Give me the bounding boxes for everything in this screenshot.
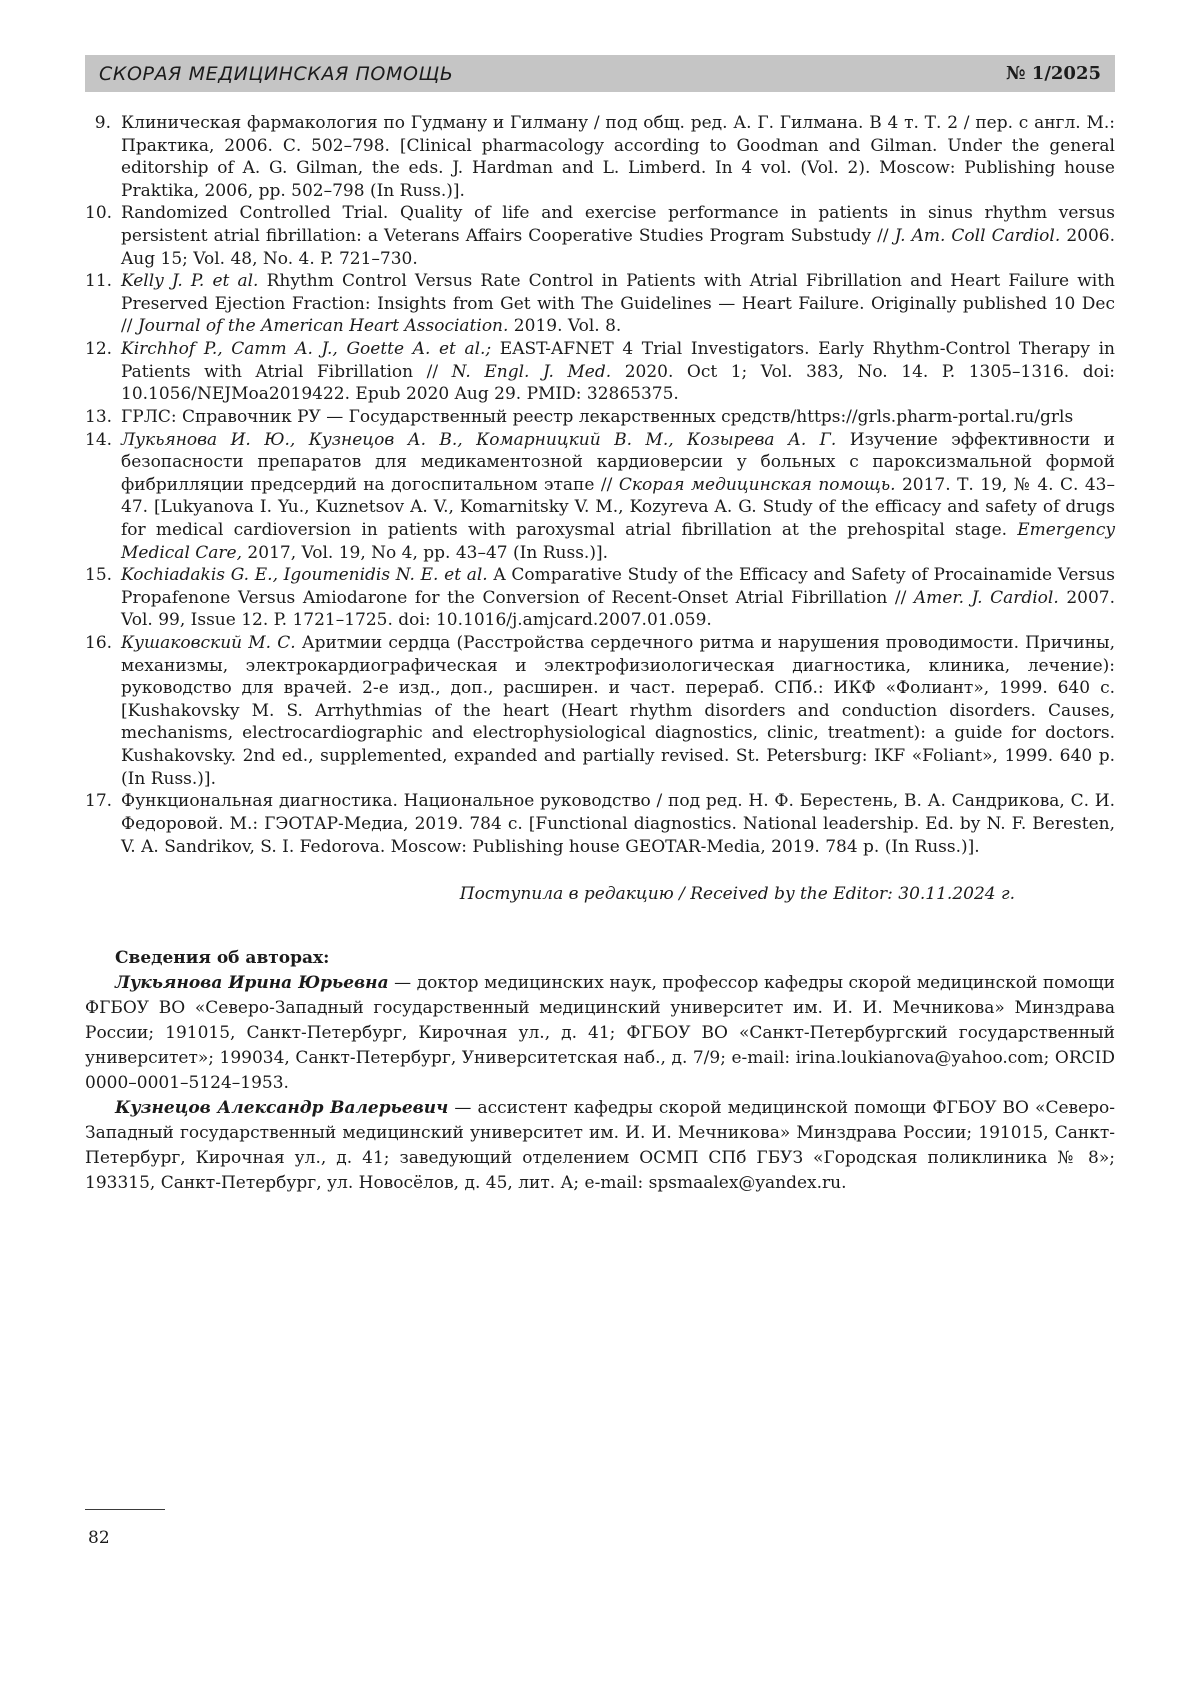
reference-text-run: 2017. Т. 19, № 4. С. 43–47. [Lukyanova I. Yu., Kuznetsov A. V., Komarnitsky V. M., Kozyreva A. G. Study of the efficacy and safety of drugs for medical cardioversion in patients with paroxysmal atrial fibrillation at the prehospital stage. — [121, 474, 1115, 540]
reference-text-run: Randomized Controlled Trial. Quality of life and exercise performance in patients in sinus rhythm versus persistent atrial fibrillation: a Veterans Affairs Cooperative Studies Program Substudy // — [121, 203, 1115, 247]
reference-text-run: Аритмии сердца (Расстройства сердечного ритма и нарушения проводимости. Причины, механизмы, электрокардиографическая и электрофизиологическая диагностика, клиника, лечение): руководство для врачей. 2-е изд., доп., расширен. и част. перераб. СПб.: ИКФ «Фолиант», 1999. 640 с. [Kushakovsky M. S. Arrhythmias of the heart (Heart rhythm disorders and conduction disorders. Causes, mechanisms, electrocardiographic and electrophysiological diagnostics, clinic, treatment): a guide for doctors. Kushakovsky. 2nd ed., supplemented, expanded and partially revised. St. Petersburg: IKF «Foliant», 1999. 640 p. (In Russ.)]. — [121, 633, 1115, 789]
issue-number: № 1/2025 — [1005, 63, 1101, 84]
authors-entries — [85, 971, 1115, 1196]
reference-text-run: Kochiadakis G. E., Igoumenidis N. E. et al. — [121, 565, 488, 586]
reference-text-run: Journal of the American Heart Association. — [137, 316, 509, 337]
reference-text-run: Rhythm Control Versus Rate Control in Patients with Atrial Fibrillation and Heart Failure with Preserved Ejection Fraction: Insights from Get with The Guidelines — Heart Failure. Originally published 10 Dec // — [121, 271, 1116, 337]
reference-list — [85, 112, 1115, 858]
journal-title: СКОРАЯ МЕДИЦИНСКАЯ ПОМОЩЬ — [99, 62, 454, 85]
reference-text-run: Клиническая фармакология по Гудману и Гилману / под общ. ред. А. Г. Гилмана. В 4 т. Т. 2 / пер. с англ. М.: Практика, 2006. С. 502–798. [Clinical pharmacology according to Goodman and Gilman. Under the general editorship of A. G. Gilman, the eds. J. Hardman and L. Limberd. In 4 vol. (Vol. 2). Moscow: Publishing house Praktika, 2006, pp. 502–798 (In Russ.)]. — [121, 113, 1115, 201]
reference-text-run: ГРЛС: Справочник РУ — Государственный реестр лекарственных средств/https://grls.pharm-portal.ru/grls — [121, 406, 1074, 427]
reference-text-run: Emergency Medical Care, — [121, 519, 1115, 563]
author-name: Лукьянова Ирина Юрьевна — [115, 972, 389, 993]
reference-text-run: 2019. Vol. 8. — [508, 316, 622, 337]
reference-text-run: 2017, Vol. 19, No 4, pp. 43–47 (In Russ.)]. — [242, 542, 608, 563]
reference-item — [85, 632, 1115, 790]
reference-item — [85, 270, 1115, 338]
author-entry: Кузнецов Александр Валерьевич — ассистент кафедры скорой медицинской помощи ФГБОУ ВО «Северо-Западный государственный медицинский университет им. И. И. Мечникова» Минздрава России; 191015, Санкт-Петербург, Кирочная ул., д. 41; заведующий отделением ОСМП СПб ГБУЗ «Городская поликлиника № 8»; 193315, Санкт-Петербург, ул. Новосёлов, д. 45, лит. А; e-mail: spsmaalex@yandex.ru. — [85, 1097, 1116, 1193]
reference-item — [85, 338, 1115, 406]
reference-text-run: Kirchhof P., Camm A. J., Goette A. et al.; — [121, 339, 492, 360]
reference-text-run: 2006. Aug 15; Vol. 48, No. 4. P. 721–730. — [121, 226, 1115, 269]
reference-number: 16. — [85, 633, 113, 654]
footer-rule — [85, 1509, 165, 1510]
reference-text-run: Кушаковский М. С. — [121, 633, 296, 654]
reference-text-run: Скорая медицинская помощь. — [618, 474, 896, 495]
reference-text-run: A Comparative Study of the Efficacy and Safety of Procainamide Versus Propafenone Versus Amiodarone for the Conversion of Recent-Onset Atrial Fibrillation // — [121, 565, 1116, 608]
reference-text-run: N. Engl. J. Med. — [451, 361, 612, 382]
reference-number: 15. — [85, 565, 113, 586]
reference-text-run: J. Am. Coll Cardiol. — [894, 226, 1061, 247]
reference-number: 10. — [85, 203, 113, 224]
reference-number: 11. — [85, 271, 113, 292]
reference-text-run: Kelly J. P. et al. — [121, 271, 259, 292]
author-name: Кузнецов Александр Валерьевич — [115, 1097, 449, 1118]
reference-item — [85, 790, 1115, 858]
reference-item — [85, 429, 1115, 565]
reference-item — [85, 112, 1115, 202]
reference-text-run: EAST-AFNET 4 Trial Investigators. Early Rhythm-Control Therapy in Patients with Atrial Fibrillation // — [121, 339, 1115, 382]
reference-item — [85, 564, 1115, 632]
page-number: 82 — [88, 1528, 110, 1548]
reference-number: 9. — [94, 113, 111, 133]
reference-item — [85, 406, 1115, 429]
reference-item — [85, 202, 1115, 270]
page-header-bar — [85, 55, 1115, 92]
page-content — [85, 112, 1115, 1196]
reference-text-run: Функциональная диагностика. Национальное руководство / под ред. Н. Ф. Берестень, В. А. Сандрикова, С. И. Федоровой. М.: ГЭОТАР-Медиа, 2019. 784 с. [Functional diagnostics. National leadership. Ed. by N. F. Beresten, V. A. Sandrikov, S. I. Fedorova. Moscow: Publishing house GEOTAR-Media, 2019. 784 p. (In Russ.)]. — [121, 791, 1115, 857]
reference-text-run: Изучение эффективности и безопасности препаратов для медикаментозной кардиоверсии у больных с пароксизмальной формой фибрилляции предсердий на догоспитальном этапе // — [121, 429, 1115, 495]
reference-text-run: Amer. J. Cardiol. — [913, 587, 1059, 608]
reference-number: 13. — [85, 406, 113, 427]
received-by-editor-line: Поступила в редакцию / Received by the Editor: 30.11.2024 г. — [459, 884, 1015, 905]
reference-number: 14. — [85, 429, 113, 450]
authors-section-heading: Сведения об авторах: — [115, 948, 330, 969]
reference-number: 17. — [85, 791, 113, 812]
reference-text-run: 2020. Oct 1; Vol. 383, No. 14. P. 1305–1316. doi: 10.1056/NEJMoa2019422. Epub 2020 Aug 29. PMID: 32865375. — [121, 361, 1115, 405]
reference-text-run: Лукьянова И. Ю., Кузнецов А. В., Комарницкий В. М., Козырева А. Г. — [121, 429, 837, 450]
reference-number: 12. — [85, 339, 113, 360]
reference-text-run: 2007. Vol. 99, Issue 12. P. 1721–1725. doi: 10.1016/j.amjcard.2007.01.059. — [121, 587, 1116, 631]
author-entry: Лукьянова Ирина Юрьевна — доктор медицинских наук, профессор кафедры скорой медицинской помощи ФГБОУ ВО «Северо-Западный государственный медицинский университет им. И. И. Мечникова» Минздрава России; 191015, Санкт-Петербург, Кирочная ул., д. 41; ФГБОУ ВО «Санкт-Петербургский государственный университет»; 199034, Санкт-Петербург, Университетская наб., д. 7/9; e-mail: irina.loukianova@yahoo.com; ORCID 0000–0001–5124–1953. — [85, 972, 1115, 1093]
